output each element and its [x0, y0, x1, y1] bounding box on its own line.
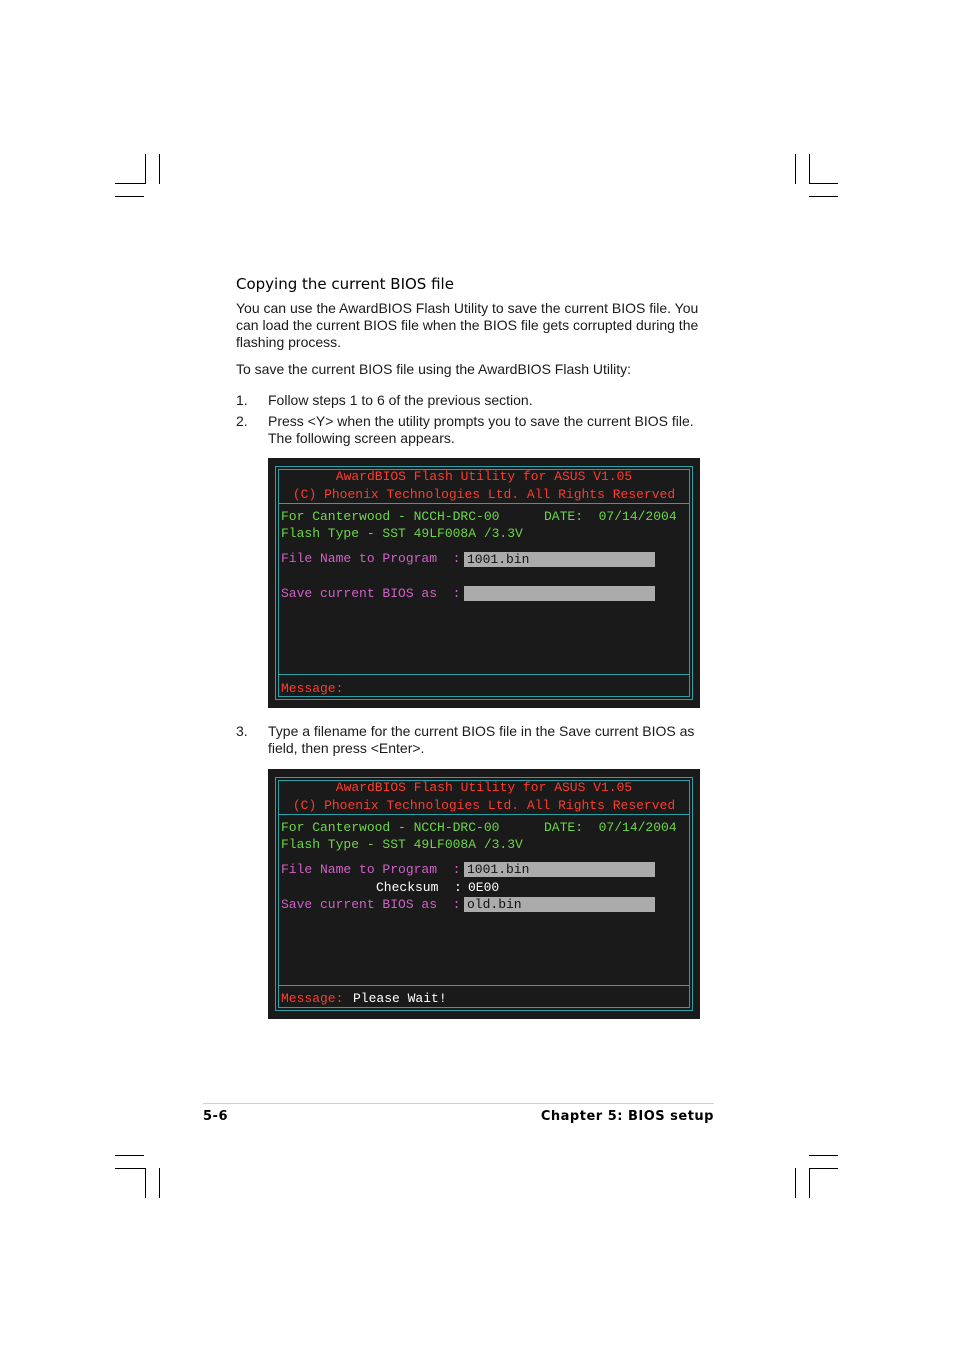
message-value: Please Wait!: [353, 991, 447, 1006]
board-name: For Canterwood - NCCH-DRC-00: [281, 820, 500, 835]
save-bios-label: Save current BIOS as :: [281, 586, 461, 601]
file-name-label: File Name to Program :: [281, 551, 461, 566]
utility-title: AwardBIOS Flash Utility for ASUS V1.05: [335, 780, 633, 795]
crop-mark: [115, 1155, 144, 1156]
copyright-line: (C) Phoenix Technologies Ltd. All Rights Reserved: [292, 798, 676, 813]
crop-mark: [115, 196, 144, 197]
bios-flash-screen-1: [268, 458, 700, 708]
step-number: 3.: [236, 723, 248, 739]
crop-mark: [115, 1168, 146, 1169]
crop-mark: [115, 183, 146, 184]
crop-mark: [795, 154, 796, 184]
bios-date: DATE: 07/14/2004: [544, 509, 677, 524]
crop-mark: [159, 154, 160, 184]
utility-title: AwardBIOS Flash Utility for ASUS V1.05: [335, 469, 633, 484]
intro-paragraph: You can use the AwardBIOS Flash Utility to save the current BIOS file. You can load the current BIOS file when the BIOS file gets corrupted during the flashing process.: [236, 300, 699, 350]
crop-mark: [809, 196, 838, 197]
bios-flash-screen-2: [268, 769, 700, 1019]
intro-paragraph: To save the current BIOS file using the AwardBIOS Flash Utility:: [236, 361, 632, 377]
step-text: Press <Y> when the utility prompts you to save the current BIOS file. The following screen appears.: [268, 413, 694, 446]
crop-mark: [795, 1168, 796, 1198]
crop-mark: [809, 1168, 838, 1169]
message-label: Message:: [281, 991, 344, 1006]
section-heading: Copying the current BIOS file: [236, 275, 454, 293]
crop-mark: [809, 1168, 810, 1198]
crop-mark: [809, 1155, 838, 1156]
message-label: Message:: [281, 681, 344, 696]
checksum-value: 0E00: [468, 880, 500, 895]
bios-date: DATE: 07/14/2004: [544, 820, 677, 835]
flash-type: Flash Type - SST 49LF008A /3.3V: [281, 837, 523, 852]
copyright-line: (C) Phoenix Technologies Ltd. All Rights Reserved: [292, 487, 676, 502]
crop-mark: [159, 1168, 160, 1198]
footer-rule: [203, 1103, 714, 1104]
flash-type: Flash Type - SST 49LF008A /3.3V: [281, 526, 523, 541]
crop-mark: [145, 154, 146, 184]
crop-mark: [809, 154, 810, 184]
file-name-field[interactable]: 1001.bin: [464, 862, 655, 877]
step-number: 2.: [236, 413, 248, 429]
board-name: For Canterwood - NCCH-DRC-00: [281, 509, 500, 524]
page-number: 5-6: [203, 1109, 228, 1124]
chapter-title: Chapter 5: BIOS setup: [540, 1109, 714, 1124]
crop-mark: [809, 183, 838, 184]
crop-mark: [145, 1168, 146, 1198]
step-number: 1.: [236, 392, 248, 408]
save-bios-field[interactable]: old.bin: [464, 897, 655, 912]
checksum-label: Checksum :: [376, 880, 462, 895]
file-name-field[interactable]: 1001.bin: [464, 552, 655, 567]
step-text: Type a filename for the current BIOS file in the Save current BIOS as field, then press <Enter>.: [268, 723, 695, 756]
step-text: Follow steps 1 to 6 of the previous section.: [268, 392, 533, 408]
save-bios-label: Save current BIOS as :: [281, 897, 461, 912]
file-name-label: File Name to Program :: [281, 862, 461, 877]
save-bios-field[interactable]: [464, 586, 655, 601]
